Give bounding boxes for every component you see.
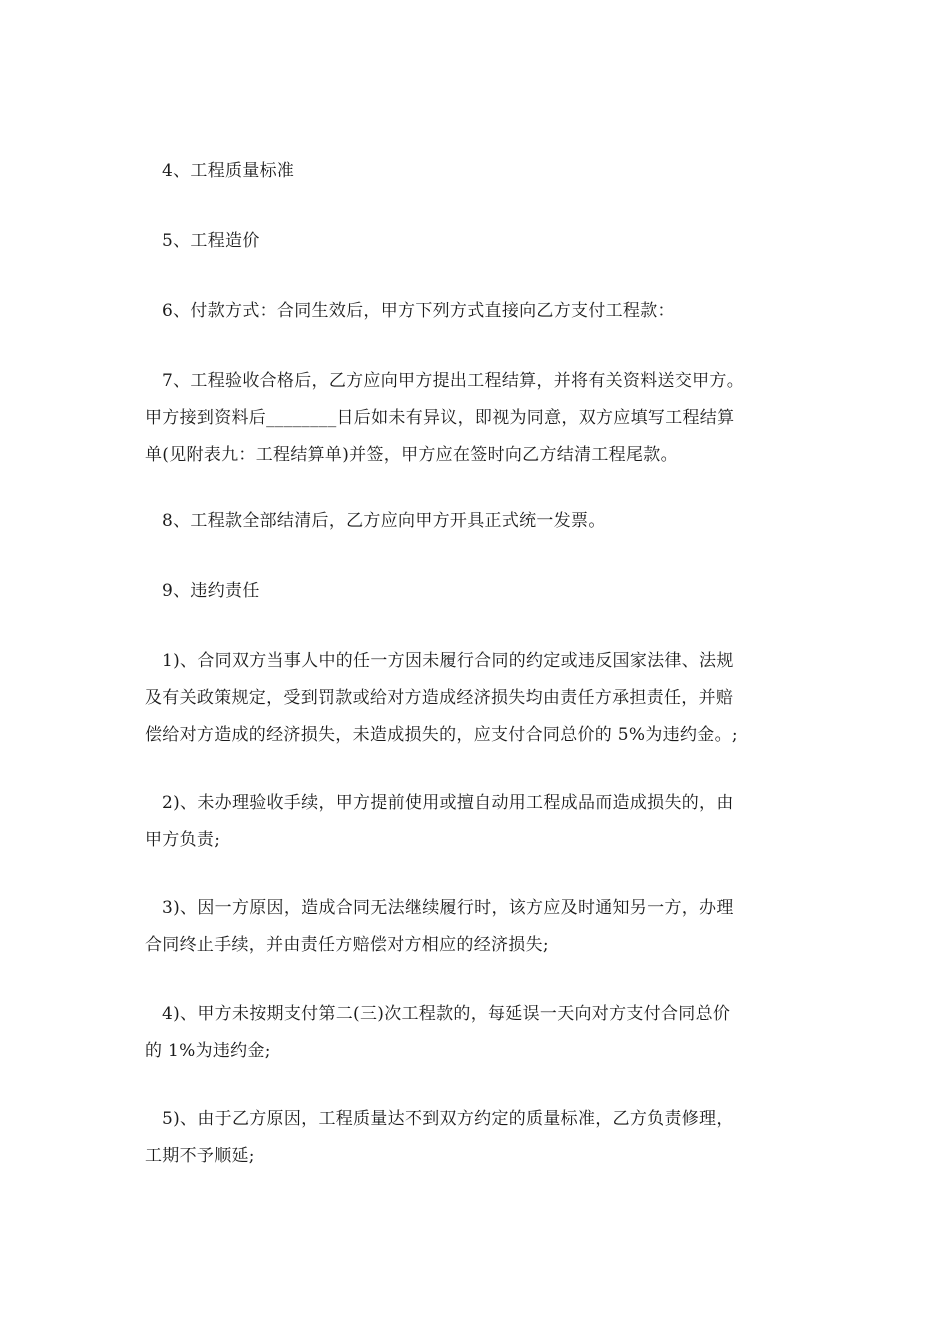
paragraph-line: 6、付款方式：合同生效后，甲方下列方式直接向乙方支付工程款： [162,301,675,321]
paragraph-line: 7、工程验收合格后，乙方应向甲方提出工程结算，并将有关资料送交甲方。 [162,371,745,391]
paragraph-line: 及有关政策规定，受到罚款或给对方造成经济损失均由责任方承担责任，并赔 [145,688,734,708]
paragraph-line: 工期不予顺延; [145,1146,255,1166]
paragraph-line: 的 1%为违约金; [145,1041,271,1061]
paragraph-line: 9、违约责任 [162,581,260,601]
paragraph-line: 5、工程造价 [162,231,260,251]
clause-5-project-cost [145,223,805,260]
paragraph-line: 8、工程款全部结清后，乙方应向甲方开具正式统一发票。 [162,511,606,531]
liability-item-3 [145,890,805,964]
clause-4-quality-standard [145,153,805,190]
clause-9-liability-heading [145,573,805,610]
liability-item-4 [145,996,805,1070]
liability-item-1 [145,643,805,754]
paragraph-line: 4)、甲方未按期支付第二(三)次工程款的，每延误一天向对方支付合同总价 [162,1004,731,1024]
paragraph-line: 偿给对方造成的经济损失，未造成损失的，应支付合同总价的 5%为违约金。; [145,725,738,745]
paragraph-line: 2)、未办理验收手续，甲方提前使用或擅自动用工程成品而造成损失的，由 [162,793,734,813]
paragraph-line: 1)、合同双方当事人中的任一方因未履行合同的约定或违反国家法律、法规 [162,651,734,671]
paragraph-line: 5)、由于乙方原因，工程质量达不到双方约定的质量标准，乙方负责修理， [162,1109,734,1129]
clause-6-payment-method [145,293,805,330]
paragraph-line: 甲方接到资料后________日后如未有异议，即视为同意，双方应填写工程结算 [145,408,735,428]
paragraph-line: 3)、因一方原因，造成合同无法继续履行时，该方应及时通知另一方，办理 [162,898,734,918]
paragraph-line: 4、工程质量标准 [162,161,295,181]
clause-7-settlement [145,363,805,474]
clause-8-invoice [145,503,805,540]
paragraph-line: 甲方负责; [145,830,221,850]
paragraph-line: 单(见附表九：工程结算单)并签，甲方应在签时向乙方结清工程尾款。 [145,445,678,465]
liability-item-5 [145,1101,805,1175]
paragraph-line: 合同终止手续，并由责任方赔偿对方相应的经济损失; [145,935,549,955]
liability-item-2 [145,785,805,859]
